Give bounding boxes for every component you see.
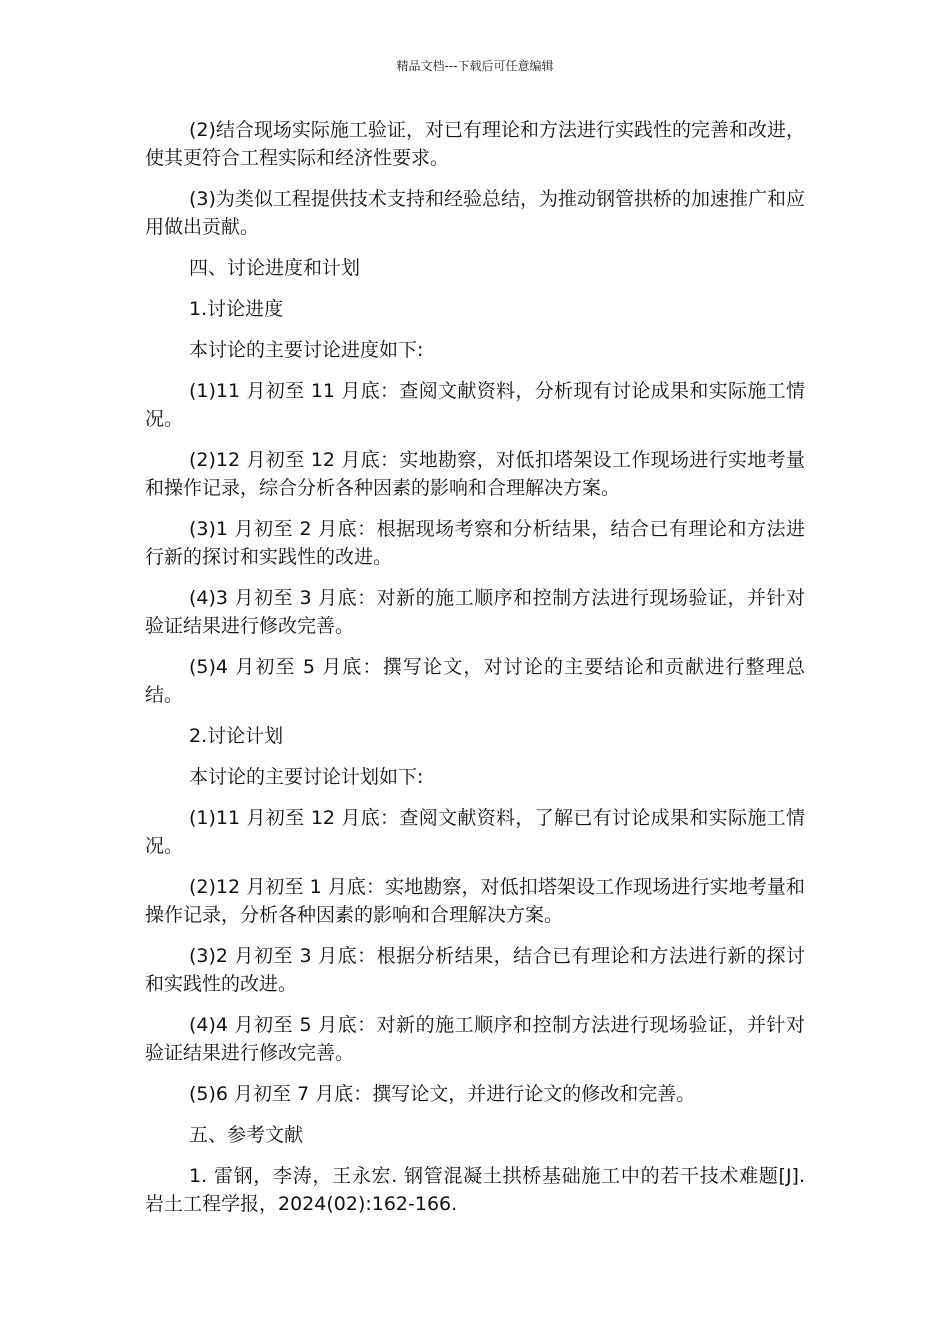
page-header: 精品文档---下载后可任意编辑 (396, 59, 554, 73)
list-item-plan-3: (3)2 月初至 3 月底：根据分析结果，结合已有理论和方法进行新的探讨和实践性的改进。 (145, 945, 805, 995)
list-item-plan-4: (4)4 月初至 5 月底：对新的施工顺序和控制方法进行现场验证，并针对验证结果进行修改完善。 (145, 1014, 805, 1064)
paragraph-progress-intro: 本讨论的主要讨论进度如下: (189, 339, 424, 361)
reference-item-1: 1. 雷钢，李涛，王永宏. 钢管混凝土拱桥基础施工中的若干技术难题[J]. 岩土工程学报，2024(02):162-166. (145, 1165, 805, 1215)
list-item-progress-1: (1)11 月初至 11 月底：查阅文献资料，分析现有讨论成果和实际施工情况。 (145, 380, 805, 430)
list-item-progress-3: (3)1 月初至 2 月底：根据现场考察和分析结果，结合已有理论和方法进行新的探讨和实践性的改进。 (145, 518, 805, 568)
section-heading-references: 五、参考文献 (189, 1124, 304, 1146)
document-body (145, 116, 805, 1231)
list-item-plan-1: (1)11 月初至 12 月底：查阅文献资料，了解已有讨论成果和实际施工情况。 (145, 807, 805, 857)
paragraph-plan-intro: 本讨论的主要讨论计划如下: (189, 766, 424, 788)
subsection-heading-progress: 1.讨论进度 (189, 298, 284, 320)
list-item-plan-2: (2)12 月初至 1 月底：实地勘察，对低扣塔架设工作现场进行实地考量和操作记录，分析各种因素的影响和合理解决方案。 (145, 876, 805, 926)
paragraph-objective-2: (2)结合现场实际施工验证，对已有理论和方法进行实践性的完善和改进，使其更符合工程实际和经济性要求。 (145, 119, 805, 169)
subsection-heading-plan: 2.讨论计划 (189, 725, 284, 747)
list-item-progress-2: (2)12 月初至 12 月底：实地勘察，对低扣塔架设工作现场进行实地考量和操作记录，综合分析各种因素的影响和合理解决方案。 (145, 449, 805, 499)
paragraph-objective-3: (3)为类似工程提供技术支持和经验总结，为推动钢管拱桥的加速推广和应用做出贡献。 (145, 188, 805, 238)
list-item-progress-5: (5)4 月初至 5 月底：撰写论文，对讨论的主要结论和贡献进行整理总结。 (145, 656, 805, 706)
list-item-progress-4: (4)3 月初至 3 月底：对新的施工顺序和控制方法进行现场验证，并针对验证结果进行修改完善。 (145, 587, 805, 637)
list-item-plan-5: (5)6 月初至 7 月底：撰写论文，并进行论文的修改和完善。 (189, 1083, 696, 1105)
section-heading-progress-plan: 四、讨论进度和计划 (189, 257, 361, 279)
